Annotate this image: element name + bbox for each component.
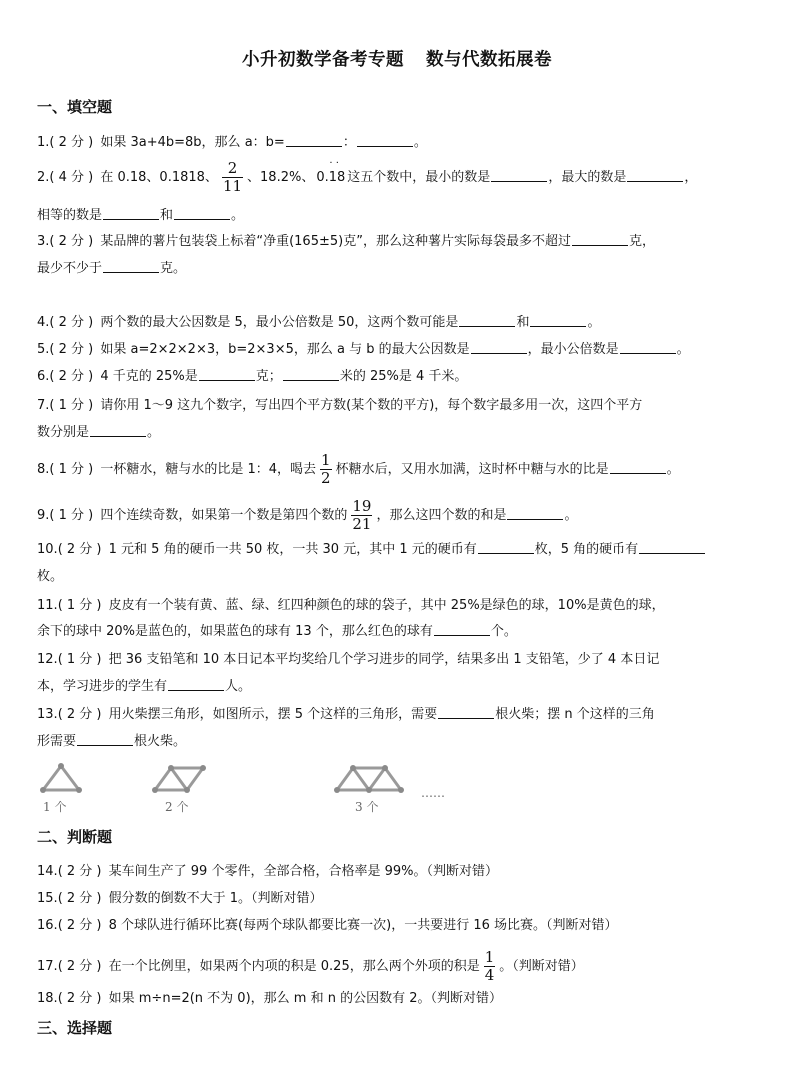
answer-blank[interactable]: [103, 259, 159, 273]
question-text: 杯糖水后，又用水加满，这时杯中糖与水的比是: [335, 462, 609, 477]
answer-blank[interactable]: [90, 423, 146, 437]
question-11-line-2: [37, 618, 757, 645]
question-number: 11.: [37, 598, 58, 613]
question-text: 。: [564, 508, 578, 523]
fraction-numerator: 19: [352, 497, 372, 515]
question-text: 。: [587, 315, 601, 330]
matchstick-triangles-drawing: [37, 760, 467, 800]
question-score: ( 1 分 ): [49, 398, 94, 413]
question-10-line-2: [37, 563, 757, 590]
question-text: 把 36 支铅笔和 10 本日记本平均奖给几个学习进步的同学，结果多出 1 支铅笔，少了 4 本日记: [108, 652, 660, 667]
question-number: 17.: [37, 959, 58, 974]
question-text: 最少不少于: [37, 261, 103, 276]
question-text: 某车间生产了 99 个零件，全部合格，合格率是 99%。（判断对错）: [108, 864, 498, 879]
question-text: 如果 a=2×2×2×3，b=2×3×5，那么 a 与 b 的最大公因数是: [100, 342, 470, 357]
question-number: 6.: [37, 369, 50, 384]
answer-blank[interactable]: [174, 206, 230, 220]
question-text: 一杯糖水，糖与水的比是 1：4，喝去: [100, 462, 317, 477]
question-text: 如果 3a+4b=8b，那么 a：b=: [100, 135, 285, 150]
question-text: 克。: [160, 261, 187, 276]
repeating-decimal: [316, 158, 346, 191]
question-text: 枚，5 角的硬币有: [534, 542, 639, 557]
question-text: 4 千克的 25%是: [100, 369, 198, 384]
question-score: ( 2 分 ): [49, 135, 94, 150]
answer-blank[interactable]: [283, 367, 339, 381]
question-score: ( 2 分 ): [57, 991, 102, 1006]
question-number: 8.: [37, 462, 50, 477]
question-18: [37, 985, 757, 1012]
question-6: [37, 363, 757, 390]
answer-blank[interactable]: [103, 206, 159, 220]
question-text: 数分别是: [37, 425, 90, 440]
answer-blank[interactable]: [572, 232, 628, 246]
fraction-2-11: [222, 160, 243, 195]
answer-blank[interactable]: [199, 367, 255, 381]
question-text: 。（判断对错）: [499, 959, 584, 974]
section-fill-in: 一、填空题: [37, 98, 113, 116]
question-text: 根火柴；摆 n 个这样的三角: [495, 707, 655, 722]
figure-ellipsis: ……: [421, 786, 445, 800]
question-text: 余下的球中 20%是蓝色的，如果蓝色的球有 13 个，那么红色的球有: [37, 624, 433, 639]
question-text: 形需要: [37, 734, 77, 749]
question-number: 5.: [37, 342, 50, 357]
question-score: ( 2 分 ): [57, 707, 102, 722]
answer-blank[interactable]: [639, 540, 705, 554]
question-number: 14.: [37, 864, 58, 879]
question-text: 皮皮有一个装有黄、蓝、绿、红四种颜色的球的袋子，其中 25%是绿色的球，10%是黄色的球，: [108, 598, 665, 613]
question-2-line-2: [37, 202, 757, 229]
question-text: 如果 m÷n=2(n 不为 0)，那么 m 和 n 的公因数有 2。（判断对错）: [108, 991, 502, 1006]
answer-blank[interactable]: [478, 540, 534, 554]
question-score: ( 1 分 ): [49, 508, 94, 523]
question-score: ( 2 分 ): [49, 342, 94, 357]
answer-blank[interactable]: [77, 732, 133, 746]
question-text: 用火柴摆三角形，如图所示，摆 5 个这样的三角形，需要: [108, 707, 438, 722]
question-14: [37, 858, 757, 885]
question-4: [37, 309, 757, 336]
answer-blank[interactable]: [357, 133, 413, 147]
question-9: [37, 498, 757, 533]
answer-blank[interactable]: [507, 506, 563, 520]
question-15: [37, 885, 757, 912]
question-score: ( 2 分 ): [57, 864, 102, 879]
section-multiple-choice: 三、选择题: [37, 1019, 113, 1037]
question-10: [37, 536, 757, 563]
question-17: [37, 949, 757, 984]
figure-caption-1: 1 个: [43, 800, 67, 814]
fraction-denominator: 21: [352, 515, 372, 533]
question-text: 枚。: [37, 569, 64, 584]
question-13-line-2: [37, 728, 757, 755]
question-text: 某品牌的薯片包装袋上标着“净重(165±5)克”，那么这种薯片实际每袋最多不超过: [100, 234, 571, 249]
answer-blank[interactable]: [491, 168, 547, 182]
question-number: 4.: [37, 315, 50, 330]
question-1: [37, 129, 757, 156]
question-text: 这五个数中，最小的数是: [347, 170, 491, 185]
question-score: ( 2 分 ): [57, 542, 102, 557]
page-title: [0, 46, 794, 71]
question-number: 12.: [37, 652, 58, 667]
fraction-numerator: 1: [484, 948, 495, 966]
question-number: 2.: [37, 170, 50, 185]
question-7-line-2: [37, 419, 757, 446]
question-text: 四个连续奇数，如果第一个数是第四个数的: [100, 508, 348, 523]
matchstick-triangles-figure: [37, 760, 467, 820]
question-text: 和: [160, 208, 174, 223]
question-score: ( 1 分 ): [57, 652, 102, 667]
question-7: [37, 392, 757, 419]
title-part-2: 数与代数拓展卷: [426, 50, 552, 70]
question-number: 9.: [37, 508, 50, 523]
answer-blank[interactable]: [438, 705, 494, 719]
answer-blank[interactable]: [530, 313, 586, 327]
question-text: 。: [147, 425, 161, 440]
question-text: 克；: [255, 369, 282, 384]
question-text: 相等的数是: [37, 208, 103, 223]
question-score: ( 2 分 ): [49, 315, 94, 330]
question-text: 。: [666, 462, 680, 477]
question-text: 、18.2%、: [247, 170, 315, 185]
question-number: 7.: [37, 398, 50, 413]
question-text: 根火柴。: [134, 734, 187, 749]
answer-blank[interactable]: [459, 313, 515, 327]
figure-caption-2: 2 个: [165, 800, 189, 814]
question-13: [37, 701, 757, 728]
question-text: 两个数的最大公因数是 5，最小公倍数是 50，这两个数可能是: [100, 315, 459, 330]
question-text: ，最大的数是: [548, 170, 627, 185]
question-text: ：: [342, 135, 356, 150]
question-number: 10.: [37, 542, 58, 557]
question-number: 16.: [37, 918, 58, 933]
question-text: 米的 25%是 4 千米。: [339, 369, 468, 384]
fraction-numerator: 2: [222, 160, 243, 178]
question-number: 3.: [37, 234, 50, 249]
question-text: 假分数的倒数不大于 1。（判断对错）: [108, 891, 323, 906]
question-text: ，最小公倍数是: [527, 342, 619, 357]
question-text: 在 0.18、0.1818、: [100, 170, 218, 185]
question-score: ( 1 分 ): [57, 598, 102, 613]
question-text: 。: [676, 342, 690, 357]
question-text: 在一个比例里，如果两个内项的积是 0.25，那么两个外项的积是: [108, 959, 480, 974]
decimal-integer: 0.: [316, 170, 329, 185]
question-score: ( 2 分 ): [57, 959, 102, 974]
question-3-line-2: [37, 255, 757, 282]
section-true-false: 二、判断题: [37, 828, 113, 846]
question-16: [37, 912, 757, 939]
fraction-denominator: 4: [484, 966, 495, 984]
repeat-dots: · ·: [329, 158, 339, 169]
answer-blank[interactable]: [627, 168, 683, 182]
question-score: ( 1 分 ): [49, 462, 94, 477]
fraction-1-4: [484, 949, 496, 984]
fraction-19-21: [351, 498, 372, 533]
question-text: ，那么这四个数的和是: [376, 508, 507, 523]
question-number: 1.: [37, 135, 50, 150]
decimal-digits: 18: [328, 170, 346, 185]
question-text: 个。: [490, 624, 517, 639]
fraction-denominator: 11: [222, 177, 243, 195]
question-number: 13.: [37, 707, 58, 722]
question-text: 人。: [225, 679, 252, 694]
question-2: [37, 160, 757, 195]
question-text: 。: [231, 208, 245, 223]
answer-blank[interactable]: [620, 340, 676, 354]
answer-blank[interactable]: [286, 133, 342, 147]
question-5: [37, 336, 757, 363]
question-score: ( 2 分 ): [57, 891, 102, 906]
question-text: 8 个球队进行循环比赛(每两个球队都要比赛一次)，一共要进行 16 场比赛。（判断对错）: [108, 918, 618, 933]
question-text: 本，学习进步的学生有: [37, 679, 168, 694]
question-score: ( 2 分 ): [57, 918, 102, 933]
question-number: 15.: [37, 891, 58, 906]
fraction-1-2: [320, 452, 332, 487]
answer-blank[interactable]: [434, 622, 490, 636]
question-score: ( 2 分 ): [49, 234, 94, 249]
question-text: 和: [516, 315, 530, 330]
figure-caption-3: 3 个: [355, 800, 379, 814]
question-8: [37, 452, 757, 487]
question-text: 克，: [628, 234, 655, 249]
answer-blank[interactable]: [471, 340, 527, 354]
answer-blank[interactable]: [610, 460, 666, 474]
question-3: [37, 228, 757, 255]
question-text: 1 元和 5 角的硬币一共 50 枚，一共 30 元，其中 1 元的硬币有: [108, 542, 477, 557]
question-text: 请你用 1～9 这九个数字，写出四个平方数(某个数的平方)，每个数字最多用一次，这四个平方: [100, 398, 643, 413]
question-text: 。: [413, 135, 427, 150]
answer-blank[interactable]: [168, 677, 224, 691]
fraction-denominator: 2: [321, 469, 331, 487]
question-text: ，: [684, 170, 698, 185]
title-part-1: 小升初数学备考专题: [242, 50, 404, 70]
question-number: 18.: [37, 991, 58, 1006]
question-12-line-2: [37, 673, 757, 700]
question-12: [37, 646, 757, 673]
question-11: [37, 592, 757, 619]
question-score: ( 4 分 ): [49, 170, 94, 185]
question-score: ( 2 分 ): [49, 369, 94, 384]
fraction-numerator: 1: [321, 451, 331, 469]
